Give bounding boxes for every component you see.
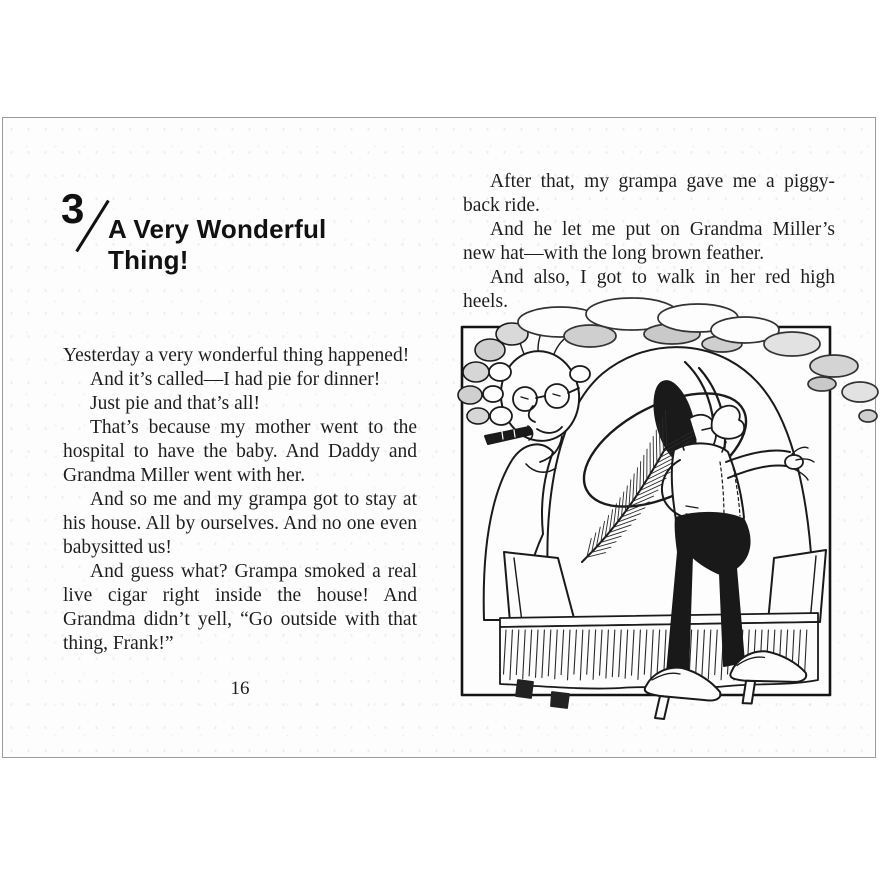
paragraph: And it’s called—I had pie for dinner! — [90, 369, 381, 390]
book-spread-scan — [2, 117, 876, 758]
chapter-number: 3 — [61, 185, 85, 232]
right-page-body — [463, 170, 835, 314]
left-page-body — [63, 344, 417, 656]
chapter-illustration — [440, 300, 880, 740]
chapter-title-line2: Thing! — [108, 245, 189, 275]
page-number: 16 — [230, 678, 250, 699]
paragraph: After that, my grampa gave me a piggy-back ride. — [463, 171, 835, 216]
paragraph: That’s because my mother went to the hospital to have the baby. And Daddy and Grandma Miller went with her. — [63, 417, 417, 486]
paragraph: And he let me put on Grandma Miller’s new hat—with the long brown feather. — [463, 219, 835, 264]
chapter-heading — [61, 185, 381, 318]
paragraph: And guess what? Grampa smoked a real live cigar right inside the house! And Grandma didn’t yell, “Go outside with that thing, Frank!” — [63, 561, 417, 654]
chapter-title-line1: A Very Wonderful — [108, 214, 327, 244]
paragraph: And so me and my grampa got to stay at his house. All by ourselves. And no one even babysitted us! — [63, 489, 417, 558]
girl-raised-hand — [712, 406, 745, 439]
paragraph: And also, I got to walk in her red high heels. — [463, 267, 835, 312]
paragraph: Yesterday a very wonderful thing happened! — [63, 345, 410, 366]
chapter-title — [108, 214, 326, 276]
paragraph: Just pie and that’s all! — [90, 393, 261, 414]
